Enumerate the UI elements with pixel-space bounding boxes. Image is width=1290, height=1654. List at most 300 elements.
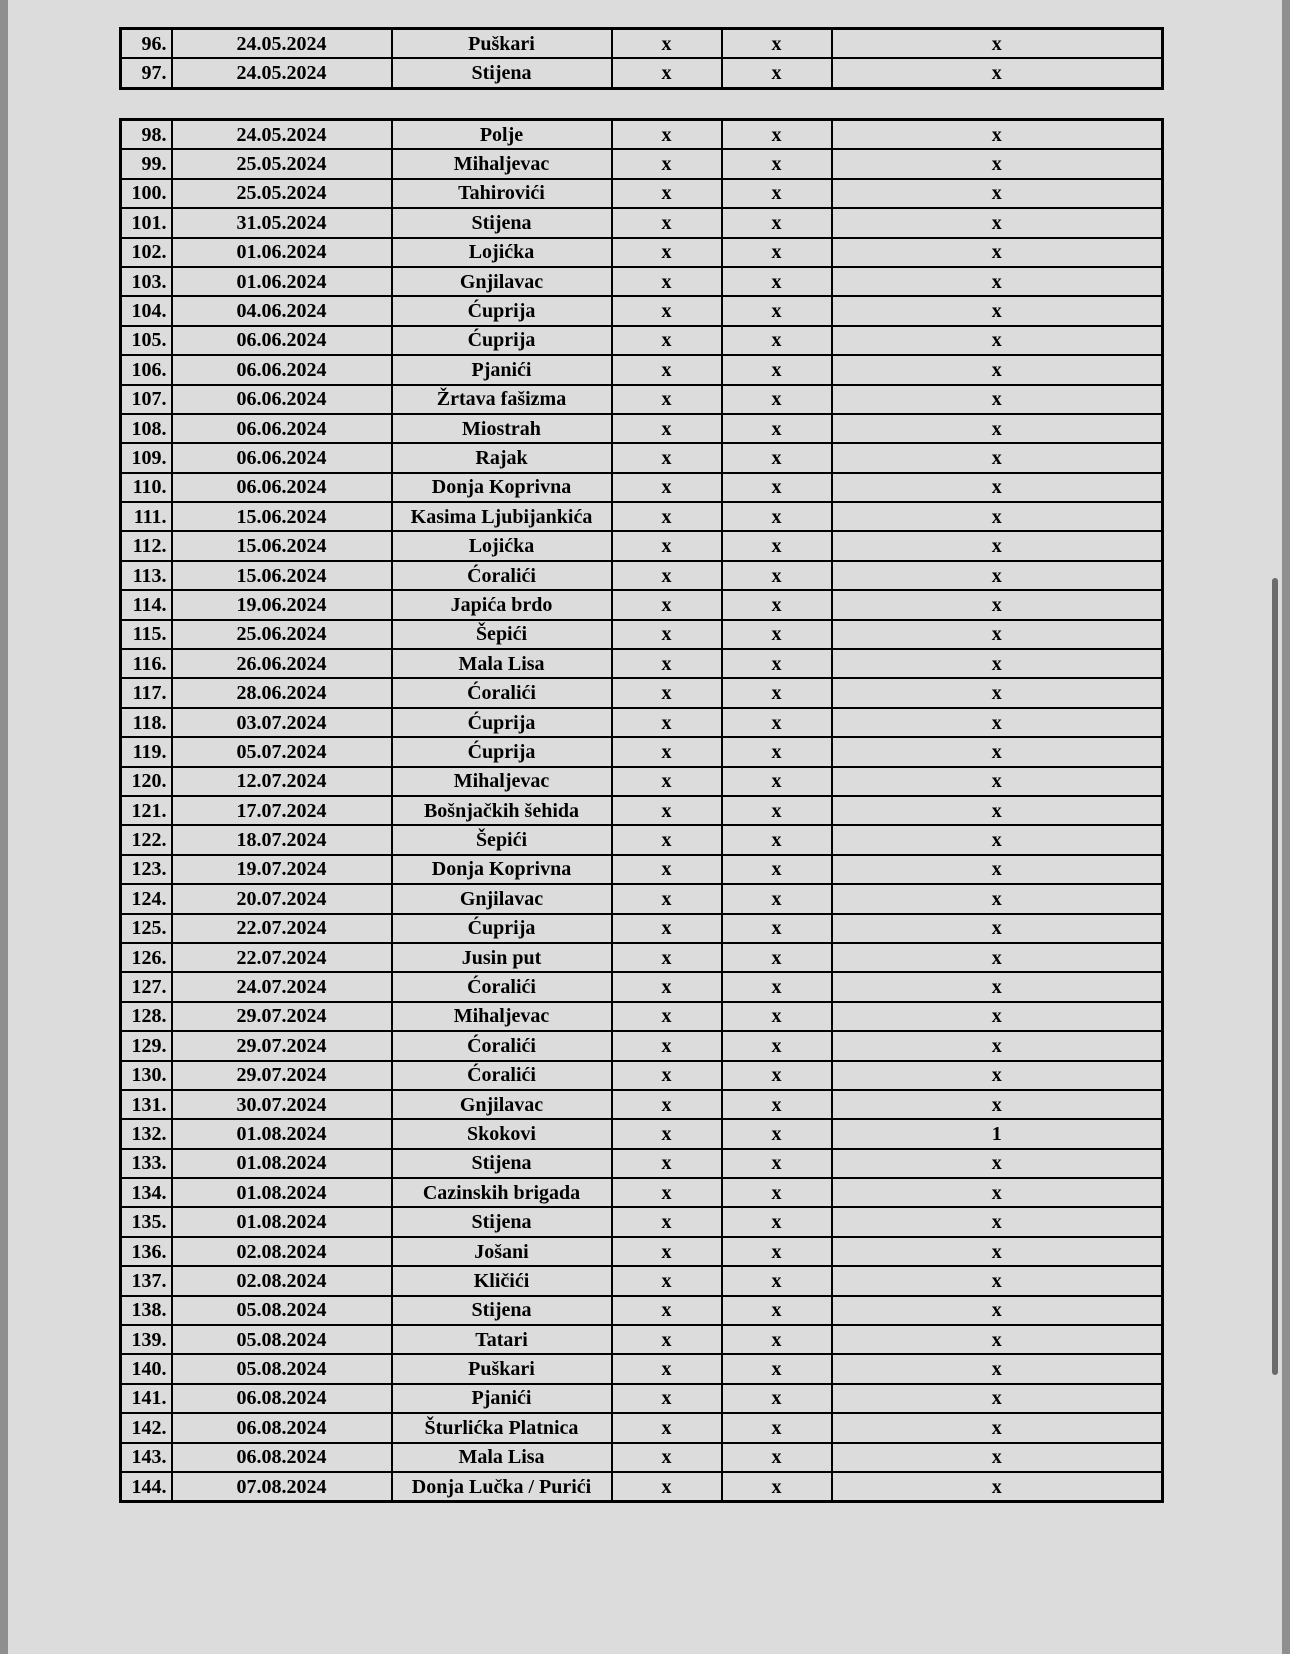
row-place: Stijena [392, 1207, 612, 1236]
row-place: Bošnjačkih šehida [392, 796, 612, 825]
row-mark-3: x [832, 737, 1163, 766]
row-place: Pjanići [392, 355, 612, 384]
row-place: Lojićka [392, 238, 612, 267]
row-number: 136. [121, 1237, 172, 1266]
row-mark-1: x [612, 914, 722, 943]
row-date: 07.08.2024 [172, 1472, 392, 1502]
table-row [121, 238, 1163, 267]
row-mark-1: x [612, 1031, 722, 1060]
records-table-top [119, 27, 1164, 90]
row-mark-1: x [612, 58, 722, 88]
row-place: Ćoralići [392, 1031, 612, 1060]
row-place: Ćuprija [392, 296, 612, 325]
row-mark-2: x [722, 1178, 832, 1207]
row-place: Mihaljevac [392, 1002, 612, 1031]
row-mark-1: x [612, 884, 722, 913]
row-mark-2: x [722, 737, 832, 766]
row-date: 24.05.2024 [172, 29, 392, 59]
row-date: 25.06.2024 [172, 620, 392, 649]
row-mark-3: x [832, 326, 1163, 355]
row-mark-2: x [722, 238, 832, 267]
row-mark-2: x [722, 58, 832, 88]
row-number: 137. [121, 1266, 172, 1295]
table-row [121, 1178, 1163, 1207]
row-number: 111. [121, 502, 172, 531]
row-mark-2: x [722, 1237, 832, 1266]
row-date: 30.07.2024 [172, 1090, 392, 1119]
row-place: Ćuprija [392, 326, 612, 355]
row-number: 116. [121, 649, 172, 678]
table-row [121, 414, 1163, 443]
row-date: 01.08.2024 [172, 1178, 392, 1207]
row-number: 125. [121, 914, 172, 943]
row-mark-1: x [612, 1061, 722, 1090]
row-mark-3: x [832, 649, 1163, 678]
window-edge-right [1282, 0, 1290, 1654]
row-date: 01.08.2024 [172, 1207, 392, 1236]
row-date: 17.07.2024 [172, 796, 392, 825]
row-mark-2: x [722, 296, 832, 325]
table-row [121, 767, 1163, 796]
row-number: 141. [121, 1384, 172, 1413]
row-place: Miostrah [392, 414, 612, 443]
row-mark-3: x [832, 267, 1163, 296]
row-mark-1: x [612, 267, 722, 296]
table-row [121, 825, 1163, 854]
row-date: 03.07.2024 [172, 708, 392, 737]
row-mark-3: x [832, 473, 1163, 502]
row-date: 15.06.2024 [172, 502, 392, 531]
row-mark-1: x [612, 414, 722, 443]
row-mark-3: x [832, 120, 1163, 150]
row-date: 06.06.2024 [172, 326, 392, 355]
row-number: 139. [121, 1325, 172, 1354]
row-place: Puškari [392, 1354, 612, 1383]
row-mark-3: x [832, 29, 1163, 59]
row-date: 24.05.2024 [172, 120, 392, 150]
row-mark-1: x [612, 561, 722, 590]
row-place: Stijena [392, 208, 612, 237]
table-row [121, 620, 1163, 649]
row-mark-1: x [612, 120, 722, 150]
row-number: 140. [121, 1354, 172, 1383]
table-row [121, 972, 1163, 1001]
row-number: 134. [121, 1178, 172, 1207]
row-mark-3: x [832, 1237, 1163, 1266]
row-place: Ćuprija [392, 708, 612, 737]
row-mark-2: x [722, 796, 832, 825]
row-mark-3: x [832, 1384, 1163, 1413]
row-mark-1: x [612, 1178, 722, 1207]
table-row [121, 1002, 1163, 1031]
row-number: 124. [121, 884, 172, 913]
row-mark-3: x [832, 1207, 1163, 1236]
table-row [121, 1149, 1163, 1178]
row-date: 06.06.2024 [172, 473, 392, 502]
row-mark-2: x [722, 1031, 832, 1060]
row-mark-2: x [722, 1061, 832, 1090]
row-date: 02.08.2024 [172, 1237, 392, 1266]
row-mark-3: x [832, 620, 1163, 649]
row-mark-1: x [612, 443, 722, 472]
row-place: Stijena [392, 1296, 612, 1325]
row-mark-2: x [722, 355, 832, 384]
row-number: 129. [121, 1031, 172, 1060]
row-number: 142. [121, 1413, 172, 1442]
row-mark-1: x [612, 238, 722, 267]
row-mark-2: x [722, 1384, 832, 1413]
row-mark-3: x [832, 355, 1163, 384]
row-place: Tahirovići [392, 179, 612, 208]
row-date: 01.08.2024 [172, 1119, 392, 1148]
table-row [121, 326, 1163, 355]
row-number: 127. [121, 972, 172, 1001]
row-mark-2: x [722, 678, 832, 707]
row-number: 105. [121, 326, 172, 355]
row-mark-1: x [612, 620, 722, 649]
row-mark-3: x [832, 1354, 1163, 1383]
row-mark-3: 1 [832, 1119, 1163, 1148]
row-mark-2: x [722, 473, 832, 502]
row-mark-3: x [832, 1149, 1163, 1178]
row-mark-1: x [612, 737, 722, 766]
row-number: 108. [121, 414, 172, 443]
table-row [121, 1325, 1163, 1354]
row-date: 06.06.2024 [172, 355, 392, 384]
table-row [121, 355, 1163, 384]
row-number: 143. [121, 1443, 172, 1472]
row-mark-1: x [612, 1384, 722, 1413]
row-mark-2: x [722, 1266, 832, 1295]
row-number: 138. [121, 1296, 172, 1325]
row-date: 05.08.2024 [172, 1354, 392, 1383]
table-row [121, 1413, 1163, 1442]
row-place: Pjanići [392, 1384, 612, 1413]
row-mark-3: x [832, 1031, 1163, 1060]
row-mark-2: x [722, 1119, 832, 1148]
table-row [121, 943, 1163, 972]
row-place: Ćoralići [392, 561, 612, 590]
row-mark-2: x [722, 884, 832, 913]
row-mark-3: x [832, 767, 1163, 796]
row-number: 118. [121, 708, 172, 737]
row-mark-2: x [722, 1090, 832, 1119]
row-place: Kasima Ljubijankića [392, 502, 612, 531]
table-row [121, 29, 1163, 59]
row-place: Šepići [392, 620, 612, 649]
row-place: Ćuprija [392, 914, 612, 943]
row-number: 96. [121, 29, 172, 59]
row-mark-3: x [832, 914, 1163, 943]
row-place: Ćoralići [392, 678, 612, 707]
row-date: 22.07.2024 [172, 943, 392, 972]
row-date: 12.07.2024 [172, 767, 392, 796]
row-number: 121. [121, 796, 172, 825]
row-number: 119. [121, 737, 172, 766]
table-row [121, 208, 1163, 237]
row-mark-2: x [722, 120, 832, 150]
row-date: 06.06.2024 [172, 385, 392, 414]
row-mark-2: x [722, 561, 832, 590]
row-mark-3: x [832, 296, 1163, 325]
row-date: 29.07.2024 [172, 1061, 392, 1090]
row-number: 123. [121, 855, 172, 884]
row-date: 15.06.2024 [172, 531, 392, 560]
row-date: 25.05.2024 [172, 179, 392, 208]
row-mark-3: x [832, 943, 1163, 972]
row-mark-1: x [612, 1119, 722, 1148]
row-mark-1: x [612, 149, 722, 178]
row-mark-1: x [612, 767, 722, 796]
row-mark-1: x [612, 1090, 722, 1119]
row-date: 06.06.2024 [172, 414, 392, 443]
row-mark-2: x [722, 531, 832, 560]
row-mark-2: x [722, 943, 832, 972]
row-mark-1: x [612, 473, 722, 502]
row-mark-1: x [612, 385, 722, 414]
table-row [121, 443, 1163, 472]
row-place: Rajak [392, 443, 612, 472]
row-mark-2: x [722, 385, 832, 414]
row-place: Polje [392, 120, 612, 150]
table-row [121, 561, 1163, 590]
row-date: 02.08.2024 [172, 1266, 392, 1295]
row-mark-3: x [832, 884, 1163, 913]
row-place: Donja Koprivna [392, 855, 612, 884]
row-date: 29.07.2024 [172, 1002, 392, 1031]
table-row [121, 267, 1163, 296]
row-date: 06.08.2024 [172, 1443, 392, 1472]
row-mark-3: x [832, 972, 1163, 1001]
row-number: 99. [121, 149, 172, 178]
table-row [121, 1354, 1163, 1383]
row-number: 109. [121, 443, 172, 472]
row-date: 25.05.2024 [172, 149, 392, 178]
row-mark-3: x [832, 208, 1163, 237]
row-date: 19.07.2024 [172, 855, 392, 884]
row-number: 102. [121, 238, 172, 267]
table-row [121, 1119, 1163, 1148]
row-mark-3: x [832, 1061, 1163, 1090]
row-number: 97. [121, 58, 172, 88]
row-place: Ćoralići [392, 1061, 612, 1090]
table-row [121, 1296, 1163, 1325]
row-date: 01.06.2024 [172, 267, 392, 296]
row-mark-3: x [832, 825, 1163, 854]
row-place: Mihaljevac [392, 767, 612, 796]
row-place: Šepići [392, 825, 612, 854]
row-mark-2: x [722, 1413, 832, 1442]
table-row [121, 296, 1163, 325]
table-row [121, 179, 1163, 208]
row-date: 04.06.2024 [172, 296, 392, 325]
row-mark-3: x [832, 1472, 1163, 1502]
row-mark-3: x [832, 1443, 1163, 1472]
row-place: Jošani [392, 1237, 612, 1266]
row-mark-1: x [612, 1207, 722, 1236]
row-mark-2: x [722, 267, 832, 296]
table-row [121, 1384, 1163, 1413]
row-mark-2: x [722, 855, 832, 884]
row-mark-1: x [612, 943, 722, 972]
row-mark-3: x [832, 708, 1163, 737]
row-mark-2: x [722, 914, 832, 943]
table-row [121, 914, 1163, 943]
row-mark-1: x [612, 855, 722, 884]
row-mark-3: x [832, 385, 1163, 414]
row-mark-1: x [612, 972, 722, 1001]
table-row [121, 1472, 1163, 1502]
row-mark-1: x [612, 1266, 722, 1295]
row-mark-3: x [832, 590, 1163, 619]
row-date: 24.05.2024 [172, 58, 392, 88]
row-mark-1: x [612, 1443, 722, 1472]
row-mark-3: x [832, 179, 1163, 208]
vertical-scrollbar[interactable] [1272, 578, 1278, 1375]
row-number: 110. [121, 473, 172, 502]
row-number: 113. [121, 561, 172, 590]
row-mark-1: x [612, 590, 722, 619]
row-place: Jusin put [392, 943, 612, 972]
row-mark-2: x [722, 972, 832, 1001]
row-mark-1: x [612, 296, 722, 325]
row-number: 144. [121, 1472, 172, 1502]
row-date: 06.08.2024 [172, 1384, 392, 1413]
row-date: 19.06.2024 [172, 590, 392, 619]
table-row [121, 385, 1163, 414]
row-place: Puškari [392, 29, 612, 59]
row-number: 107. [121, 385, 172, 414]
row-mark-3: x [832, 1002, 1163, 1031]
row-number: 126. [121, 943, 172, 972]
row-mark-1: x [612, 1354, 722, 1383]
row-mark-2: x [722, 1207, 832, 1236]
table-row [121, 708, 1163, 737]
row-date: 29.07.2024 [172, 1031, 392, 1060]
row-mark-2: x [722, 590, 832, 619]
row-mark-1: x [612, 531, 722, 560]
row-place: Ćoralići [392, 972, 612, 1001]
row-mark-1: x [612, 1472, 722, 1502]
table-row [121, 1090, 1163, 1119]
row-number: 128. [121, 1002, 172, 1031]
row-date: 01.06.2024 [172, 238, 392, 267]
row-mark-3: x [832, 1325, 1163, 1354]
row-mark-1: x [612, 355, 722, 384]
row-mark-2: x [722, 767, 832, 796]
row-place: Gnjilavac [392, 884, 612, 913]
row-place: Lojićka [392, 531, 612, 560]
row-mark-2: x [722, 29, 832, 59]
table-row [121, 1207, 1163, 1236]
row-mark-1: x [612, 502, 722, 531]
row-mark-3: x [832, 855, 1163, 884]
row-mark-1: x [612, 326, 722, 355]
row-mark-2: x [722, 649, 832, 678]
row-mark-2: x [722, 502, 832, 531]
row-number: 100. [121, 179, 172, 208]
row-date: 18.07.2024 [172, 825, 392, 854]
row-place: Donja Lučka / Purići [392, 1472, 612, 1502]
window-edge-left [0, 0, 8, 1654]
row-mark-1: x [612, 208, 722, 237]
row-number: 103. [121, 267, 172, 296]
row-number: 115. [121, 620, 172, 649]
row-number: 135. [121, 1207, 172, 1236]
row-place: Mihaljevac [392, 149, 612, 178]
table-row [121, 531, 1163, 560]
table-row [121, 120, 1163, 150]
row-place: Skokovi [392, 1119, 612, 1148]
row-date: 24.07.2024 [172, 972, 392, 1001]
table-row [121, 149, 1163, 178]
row-date: 15.06.2024 [172, 561, 392, 590]
row-date: 01.08.2024 [172, 1149, 392, 1178]
row-mark-1: x [612, 825, 722, 854]
row-mark-3: x [832, 238, 1163, 267]
row-number: 133. [121, 1149, 172, 1178]
row-date: 05.07.2024 [172, 737, 392, 766]
row-place: Ćuprija [392, 737, 612, 766]
row-place: Japića brdo [392, 590, 612, 619]
row-mark-2: x [722, 1354, 832, 1383]
row-mark-3: x [832, 1266, 1163, 1295]
row-mark-2: x [722, 1296, 832, 1325]
row-date: 20.07.2024 [172, 884, 392, 913]
table-row [121, 737, 1163, 766]
row-mark-2: x [722, 1002, 832, 1031]
row-place: Mala Lisa [392, 1443, 612, 1472]
row-mark-2: x [722, 1149, 832, 1178]
row-mark-1: x [612, 678, 722, 707]
table-row [121, 649, 1163, 678]
row-mark-2: x [722, 443, 832, 472]
table-row [121, 473, 1163, 502]
row-date: 06.08.2024 [172, 1413, 392, 1442]
row-mark-3: x [832, 1296, 1163, 1325]
table-row [121, 1061, 1163, 1090]
row-place: Gnjilavac [392, 1090, 612, 1119]
row-mark-3: x [832, 678, 1163, 707]
row-mark-3: x [832, 443, 1163, 472]
row-mark-3: x [832, 796, 1163, 825]
row-date: 05.08.2024 [172, 1325, 392, 1354]
records-table-main [119, 118, 1164, 1503]
table-row [121, 58, 1163, 88]
row-number: 117. [121, 678, 172, 707]
row-date: 26.06.2024 [172, 649, 392, 678]
row-mark-1: x [612, 708, 722, 737]
table-row [121, 855, 1163, 884]
row-mark-2: x [722, 708, 832, 737]
row-mark-2: x [722, 620, 832, 649]
row-mark-3: x [832, 414, 1163, 443]
row-place: Šturlićka Platnica [392, 1413, 612, 1442]
row-mark-3: x [832, 502, 1163, 531]
row-number: 112. [121, 531, 172, 560]
row-mark-2: x [722, 326, 832, 355]
row-place: Tatari [392, 1325, 612, 1354]
row-mark-1: x [612, 1325, 722, 1354]
row-date: 31.05.2024 [172, 208, 392, 237]
row-mark-2: x [722, 1443, 832, 1472]
row-mark-1: x [612, 649, 722, 678]
row-mark-1: x [612, 1149, 722, 1178]
row-place: Donja Koprivna [392, 473, 612, 502]
row-mark-1: x [612, 1413, 722, 1442]
table-row [121, 1443, 1163, 1472]
row-mark-2: x [722, 149, 832, 178]
